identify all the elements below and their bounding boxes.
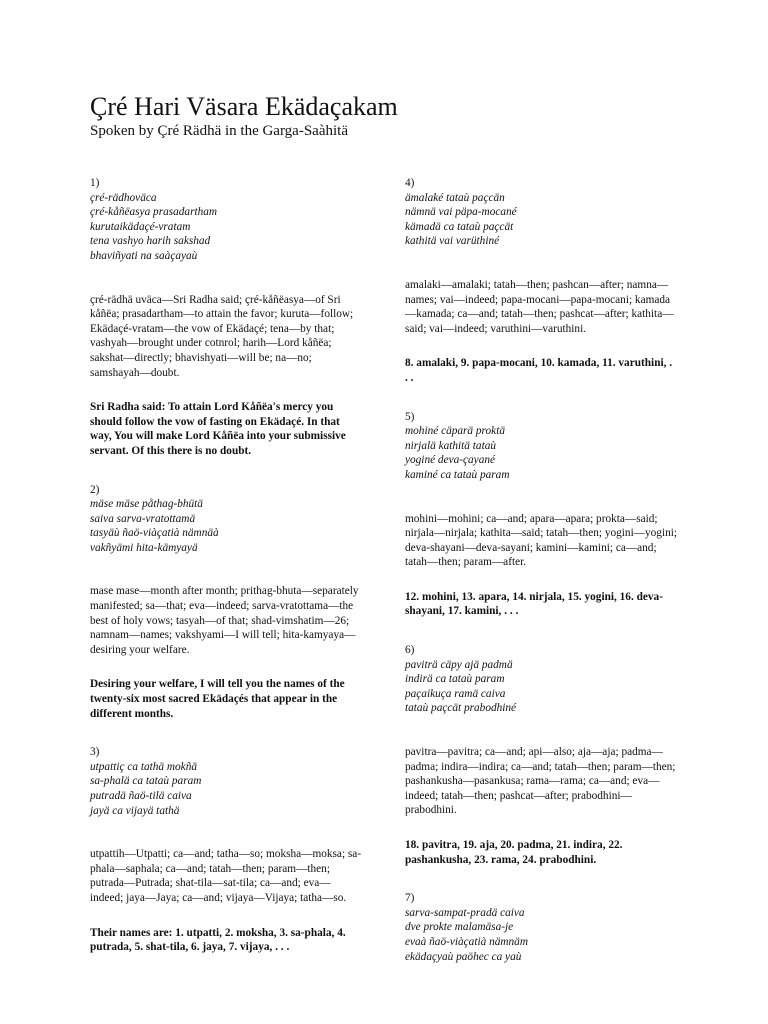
verse-line: evaà ñaö-viàçatià nämnäm — [405, 935, 528, 948]
verse-block — [90, 483, 362, 556]
verse-block — [405, 410, 677, 483]
verse-line: nirjalä kathitä tataù — [405, 439, 497, 452]
verse-block — [90, 176, 362, 264]
verse-block — [405, 643, 677, 716]
verse-line: putradä ñaö-tilä caiva — [90, 790, 192, 802]
verse-line: indirä ca tataù param — [405, 673, 505, 686]
verse-number: 5) — [405, 410, 415, 423]
verse-number: 3) — [90, 746, 100, 759]
verse-line: kurutaikädaçé-vratam — [90, 220, 191, 233]
verse-block — [90, 745, 362, 818]
verse-line: utpattiç ca tathä mokñä — [90, 760, 197, 773]
verse-line: sa-phalä ca tataù param — [90, 775, 202, 788]
verse-line: tena vashyo harih sakshad — [90, 235, 211, 248]
verse-line: kathitä vai varüthiné — [405, 235, 500, 248]
word-synonyms: pavitra—pavitra; ca—and; api—also; aja—aja; padma—padma; indira—indira; ca—and; tatah—then; param—then; pashankusha—pasankusa; rama—rama; ca—and; eva—indeed; tatah—then; pashcat—after; prabodhini—prabodhini. — [405, 746, 676, 817]
verse-translation: Desiring your welfare, I will tell you the names of the twenty-six most sacred Ekädaçés that appear in the different months. — [90, 678, 345, 720]
word-synonyms: mase mase—month after month; prithag-bhuta—separately manifested; sa—that; eva—indeed; sarva-vratottama—the best of holy vows; tasyah—of that; shad-vimshatim—26; namnam—names; vakshyami—I will tell; hita-kamyaya—desiring your welfare. — [90, 585, 359, 656]
verse-block — [405, 176, 677, 249]
word-synonyms: amalaki—amalaki; tatah—then; pashcan—after; namna—names; vai—indeed; papa-mocani—papa-mocani; kamada—kamada; ca—and; tatah—then; pashcat—after; kathita—said; vai—indeed; varuthini—varuthini. — [405, 278, 674, 335]
verse-line: paçaikuça ramä caiva — [405, 687, 506, 700]
verse-translation: 12. mohini, 13. apara, 14. nirjala, 15. yogini, 16. deva-shayani, 17. kamini, . . . — [405, 590, 663, 618]
verse-line: mohiné cäparä proktä — [405, 425, 505, 438]
verse-line: dve prokte malamäsa-je — [405, 921, 514, 934]
verse-block — [405, 891, 677, 964]
verse-line: yoginé deva-çayané — [405, 454, 496, 467]
verse-line: ekädaçyaù paöhec ca yaù — [405, 950, 522, 963]
verse-line: kämadä ca tataù paçcät — [405, 220, 514, 233]
verse-line: nämnä vai päpa-mocané — [405, 206, 517, 219]
verse-line: sarva-sampat-pradä caiva — [405, 906, 525, 919]
verse-line: paviträ cäpy ajä padmä — [405, 658, 513, 671]
verse-line: mäse mäse påthag-bhütä — [90, 498, 203, 511]
verse-line: saiva sarva-vratottamä — [90, 512, 196, 525]
right-column — [405, 176, 677, 993]
verse-line: kaminé ca tataù param — [405, 468, 510, 481]
verse-translation: Their names are: 1. utpatti, 2. moksha, 3. sa-phala, 4. putrada, 5. shat-tila, 6. jaya, 7. vijaya, . . . — [90, 926, 346, 954]
verse-line: bhaviñyati na saàçayaù — [90, 249, 198, 262]
word-synonyms: utpattih—Utpatti; ca—and; tatha—so; moksha—moksa; sa-phala—saphala; ca—and; tatah—then; param—then; putrada—Putrada; shat-tila—sat-tila; ca—and; eva—indeed; jaya—Jaya; ca—and; vijaya—Vijaya; tatha—so. — [90, 848, 362, 904]
verse-line: vakñyämi hita-kämyayä — [90, 541, 198, 554]
verse-line: çré-rädhoväca — [90, 191, 157, 204]
verse-number: 1) — [90, 177, 100, 189]
page-title: Çré Hari Väsara Ekädaçakam — [90, 92, 398, 121]
verse-line: tataù paçcät prabodhiné — [405, 702, 517, 715]
word-synonyms: çré-rädhä uväca—Sri Radha said; çré-kåñëasya—of Sri kåñëa; prasadartham—to attain the favor; kuruta—follow; Ekädaçé-vratam—the vow of Ekädaçé; tena—by that; vashyah—brought under cotnrol; harih—Lord kåñëa; sakshat—directly; bhavishyati—will be; na—no; samshayah—doubt. — [90, 293, 354, 379]
verse-line: tasyäù ñaö-viàçatià nämnäà — [90, 527, 219, 540]
verse-translation: 8. amalaki, 9. papa-mocani, 10. kamada, 11. varuthini, . . . — [405, 357, 673, 384]
word-synonyms: mohini—mohini; ca—and; apara—apara; prokta—said; nirjala—nirjala; kathita—said; tatah—then; yogini—yogini; deva-shayani—deva-sayani; kamini—kamini; ca—and; tatah—then; param—after. — [405, 512, 678, 569]
verse-line: jayä ca vijayä tathä — [90, 804, 180, 817]
verse-number: 6) — [405, 644, 415, 657]
page-subtitle: Spoken by Çré Rädhä in the Garga-Saàhitä — [90, 123, 348, 139]
verse-translation: Sri Radha said: To attain Lord Kåñëa's mercy you should follow the vow of fasting on Ekädaçé. In that way, You will make Lord Kåñëa into your submissive servant. Of this there is no doubt. — [90, 401, 346, 457]
verse-number: 4) — [405, 177, 415, 189]
verse-line: ämalaké tataù paçcän — [405, 191, 505, 204]
verse-line: çré-kåñëasya prasadartham — [90, 206, 218, 219]
verse-translation: 18. pavitra, 19. aja, 20. padma, 21. indira, 22. pashankusha, 23. rama, 24. prabodhini. — [405, 839, 623, 866]
left-column — [90, 176, 362, 979]
verse-number: 7) — [405, 892, 415, 905]
verse-number: 2) — [90, 483, 100, 496]
